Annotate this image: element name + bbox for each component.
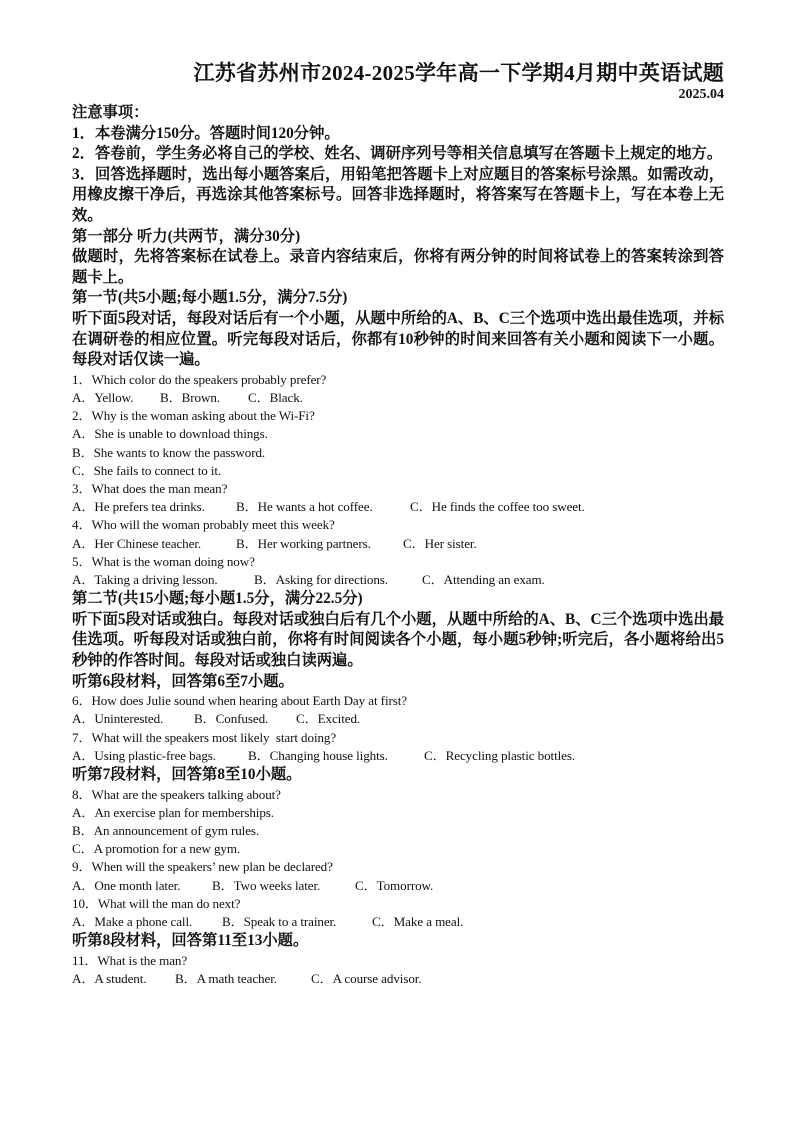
option-b: B．Speak to a trainer. bbox=[222, 913, 337, 929]
option-a: A．Make a phone call. bbox=[72, 913, 193, 929]
section-heading: 第二节(共15小题;每小题1.5分，满分22.5分) bbox=[72, 590, 363, 608]
notice-item: 2．答卷前，学生务必将自己的学校、姓名、调研序列号等相关信息填写在答题卡上规定的地方。 bbox=[72, 145, 723, 163]
option-a: A．Using plastic-free bags. bbox=[72, 747, 216, 763]
option-row bbox=[72, 498, 724, 516]
option-b: B．An announcement of gym rules. bbox=[72, 822, 260, 838]
option-a: A．Uninterested. bbox=[72, 711, 164, 727]
question-stem: 7．What will the speakers most likely start doing? bbox=[72, 729, 337, 745]
question-stem: 1．Which color do the speakers probably prefer? bbox=[72, 371, 327, 387]
question-stem: 4．Who will the woman probably meet this week? bbox=[72, 517, 335, 533]
passage-heading: 听第8段材料，回答第11至13小题。 bbox=[72, 932, 309, 950]
option-c: C．Her sister. bbox=[403, 535, 477, 551]
section-heading: 第一节(共5小题;每小题1.5分，满分7.5分) bbox=[72, 289, 348, 307]
question-stem: 3．What does the man mean? bbox=[72, 480, 228, 496]
question-stem: 9．When will the speakers’ new plan be declared? bbox=[72, 859, 333, 875]
option-row bbox=[72, 877, 724, 895]
option-b: B．Changing house lights. bbox=[248, 747, 388, 763]
option-row bbox=[72, 571, 724, 589]
option-row bbox=[72, 970, 724, 988]
question-stem: 8．What are the speakers talking about? bbox=[72, 786, 281, 802]
option-b: B．Two weeks later. bbox=[212, 877, 321, 893]
question-stem: 2．Why is the woman asking about the Wi-Fi? bbox=[72, 408, 315, 424]
option-a: A．Yellow. bbox=[72, 389, 134, 405]
option-c: C．She fails to connect to it. bbox=[72, 462, 222, 478]
option-b: B．Confused. bbox=[194, 711, 269, 727]
option-b: B．Brown. bbox=[160, 389, 220, 405]
part-heading: 第一部分 听力(共两节，满分30分) bbox=[72, 227, 301, 245]
exam-date: 2025.04 bbox=[678, 87, 724, 102]
option-c: C．Excited. bbox=[296, 711, 361, 727]
question-stem: 11．What is the man? bbox=[72, 952, 188, 968]
option-b: B．Her working partners. bbox=[236, 535, 371, 551]
option-c: C．He finds the coffee too sweet. bbox=[410, 499, 585, 515]
option-c: C．Black. bbox=[248, 389, 303, 405]
option-c: C．Recycling plastic bottles. bbox=[424, 747, 576, 763]
section-instruction: 听下面5段对话或独白。每段对话或独白后有几个小题，从题中所给的A、B、C三个选项中选出最佳选项。听每段对话或独白前，你将有时间阅读各个小题，每小题5秒钟;听完后，各小题将给出5秒钟的作答时间。每段对话或独白读两遍。 bbox=[72, 610, 724, 669]
option-row bbox=[72, 535, 724, 553]
notice-item: 1．本卷满分150分。答题时间120分钟。 bbox=[72, 124, 340, 142]
question-stem: 5．What is the woman doing now? bbox=[72, 553, 255, 569]
question-stem: 10．What will the man do next? bbox=[72, 895, 241, 911]
option-a: A．One month later. bbox=[72, 877, 181, 893]
option-c: C．Make a meal. bbox=[372, 913, 464, 929]
option-a: A．She is unable to download things. bbox=[72, 426, 268, 442]
passage-heading: 听第6段材料，回答第6至7小题。 bbox=[72, 672, 294, 690]
option-row bbox=[72, 389, 724, 407]
notice-heading: 注意事项： bbox=[72, 104, 149, 121]
option-row bbox=[72, 747, 724, 765]
option-b: B．She wants to know the password. bbox=[72, 444, 266, 460]
option-a: A．Her Chinese teacher. bbox=[72, 535, 202, 551]
notice-item: 3．回答选择题时，选出每小题答案后，用铅笔把答题卡上对应题目的答案标号涂黑。如需改动，用橡皮擦干净后，再选涂其他答案标号。回答非选择题时，将答案写在答题卡上，写在本卷上无效。 bbox=[72, 165, 724, 224]
option-a: A．An exercise plan for memberships. bbox=[72, 804, 274, 820]
option-b: B．He wants a hot coffee. bbox=[236, 499, 373, 515]
section-instruction: 听下面5段对话，每段对话后有一个小题，从题中所给的A、B、C三个选项中选出最佳选项，并标在调研卷的相应位置。听完每段对话后，你都有10秒钟的时间来回答有关小题和阅读下一小题。每段对话仅读一遍。 bbox=[72, 309, 724, 369]
question-stem: 6．How does Julie sound when hearing about Earth Day at first? bbox=[72, 693, 407, 709]
exam-title: 江苏省苏州市2024-2025学年高一下学期4月期中英语试题 bbox=[193, 61, 724, 85]
option-row bbox=[72, 710, 724, 728]
option-c: C．Attending an exam. bbox=[422, 571, 545, 587]
option-c: C．A promotion for a new gym. bbox=[72, 841, 241, 857]
option-b: B．Asking for directions. bbox=[254, 571, 388, 587]
option-c: C．Tomorrow. bbox=[355, 877, 434, 893]
option-b: B．A math teacher. bbox=[175, 970, 277, 986]
option-row bbox=[72, 913, 724, 931]
option-a: A．He prefers tea drinks. bbox=[72, 499, 205, 515]
option-a: A．A student. bbox=[72, 970, 147, 986]
option-c: C．A course advisor. bbox=[311, 970, 422, 986]
passage-heading: 听第7段材料，回答第8至10小题。 bbox=[72, 765, 302, 783]
part-instruction: 做题时，先将答案标在试卷上。录音内容结束后，你将有两分钟的时间将试卷上的答案转涂到答题卡上。 bbox=[72, 248, 724, 286]
exam-page bbox=[72, 58, 724, 988]
option-a: A．Taking a driving lesson. bbox=[72, 571, 218, 587]
